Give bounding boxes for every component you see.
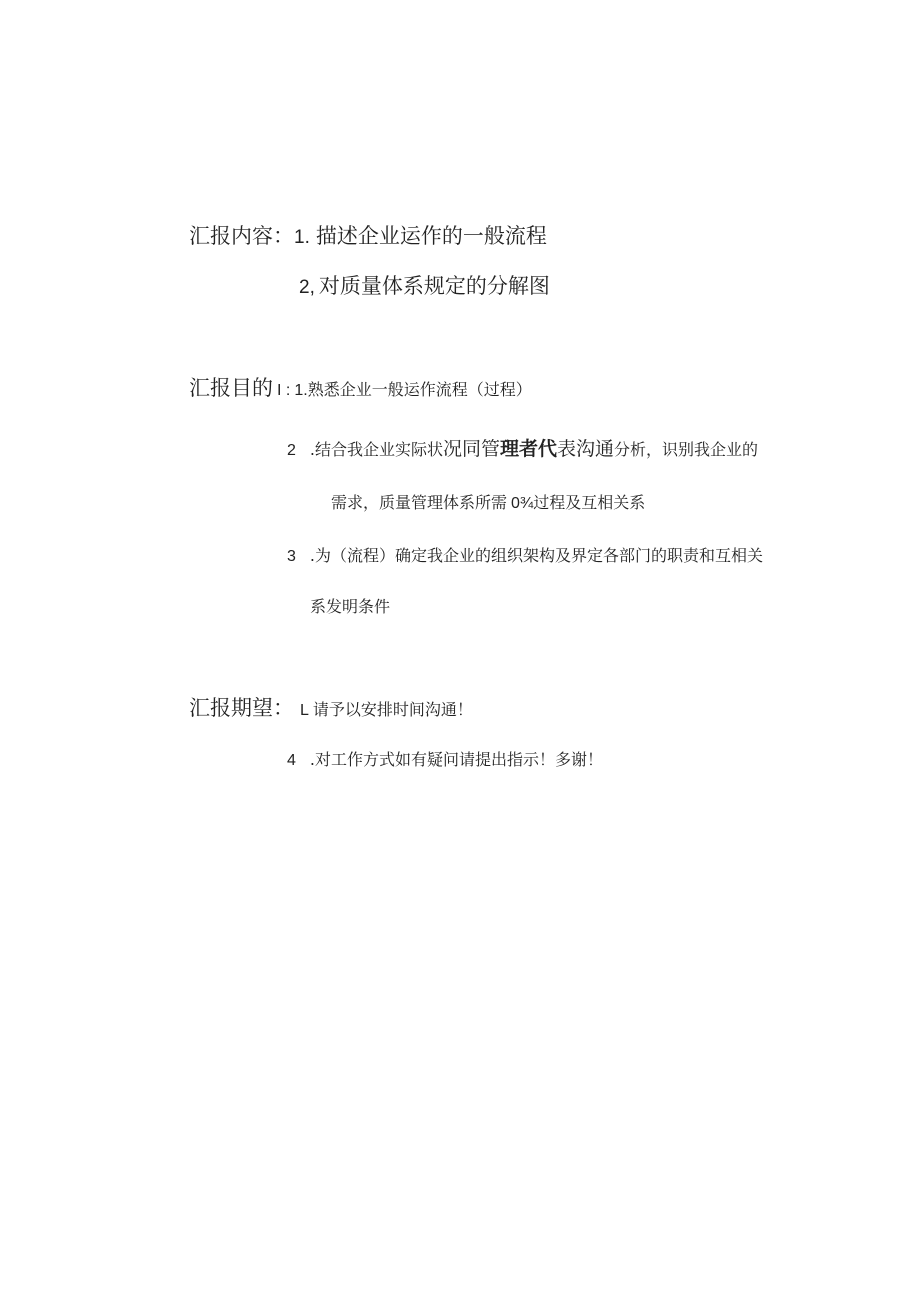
- purpose-item2-cont-c: 过程及互相关系: [533, 493, 646, 512]
- purpose-item3-text: .为（流程）确定我企业的组织架构及界定各部门的职责和互相关: [309, 546, 763, 565]
- content-item2-num: 2,: [299, 277, 315, 298]
- purpose-item3-cont: 系发明条件: [310, 597, 391, 616]
- content-label: 汇报内容：: [189, 224, 294, 248]
- content-line-2: [299, 276, 550, 297]
- purpose-item2-text-a: .结合我企业实际状: [309, 440, 443, 459]
- purpose-item2-text-c: 理者代: [500, 438, 558, 460]
- expect-line-1: [189, 698, 473, 719]
- purpose-item2-text-b: 况同管: [443, 438, 501, 460]
- purpose-line-2-cont: [331, 495, 645, 512]
- purpose-item2-cont-a: 需求，质量管理体系所需: [331, 493, 508, 512]
- purpose-item2-text-e: 分析，识别我企业的: [614, 440, 759, 459]
- expect-label: 汇报期望：: [189, 696, 294, 720]
- purpose-item1-text: 熟悉企业一般运作流程（过程）: [307, 380, 532, 399]
- purpose-label-suffix: I :: [277, 382, 291, 399]
- purpose-item2-cont-b: 0¾: [511, 495, 534, 512]
- expect-item1-text: 请予以安排时间沟通！: [312, 700, 473, 719]
- content-line-1: [189, 226, 547, 247]
- purpose-line-3-cont: [310, 599, 390, 615]
- purpose-item1-num: 1.: [294, 382, 308, 399]
- expect-line-2: [287, 752, 603, 769]
- purpose-label: 汇报目的: [189, 376, 273, 400]
- purpose-item2-num: 2: [287, 442, 296, 459]
- content-item2-text: 对质量体系规定的分解图: [318, 274, 550, 298]
- content-item1-num: 1.: [294, 227, 310, 248]
- expect-item2-text: .对工作方式如有疑问请提出指示！多谢！: [309, 750, 603, 769]
- purpose-line-3: [287, 548, 763, 565]
- expect-item1-num: L: [300, 702, 309, 719]
- purpose-line-2: [287, 440, 758, 459]
- purpose-item3-num: 3: [287, 548, 296, 565]
- expect-item2-num: 4: [287, 752, 296, 769]
- purpose-line-1: [189, 378, 532, 399]
- content-item1-text: 描述企业运作的一般流程: [315, 224, 547, 248]
- purpose-item2-text-d: 表沟通: [557, 438, 615, 460]
